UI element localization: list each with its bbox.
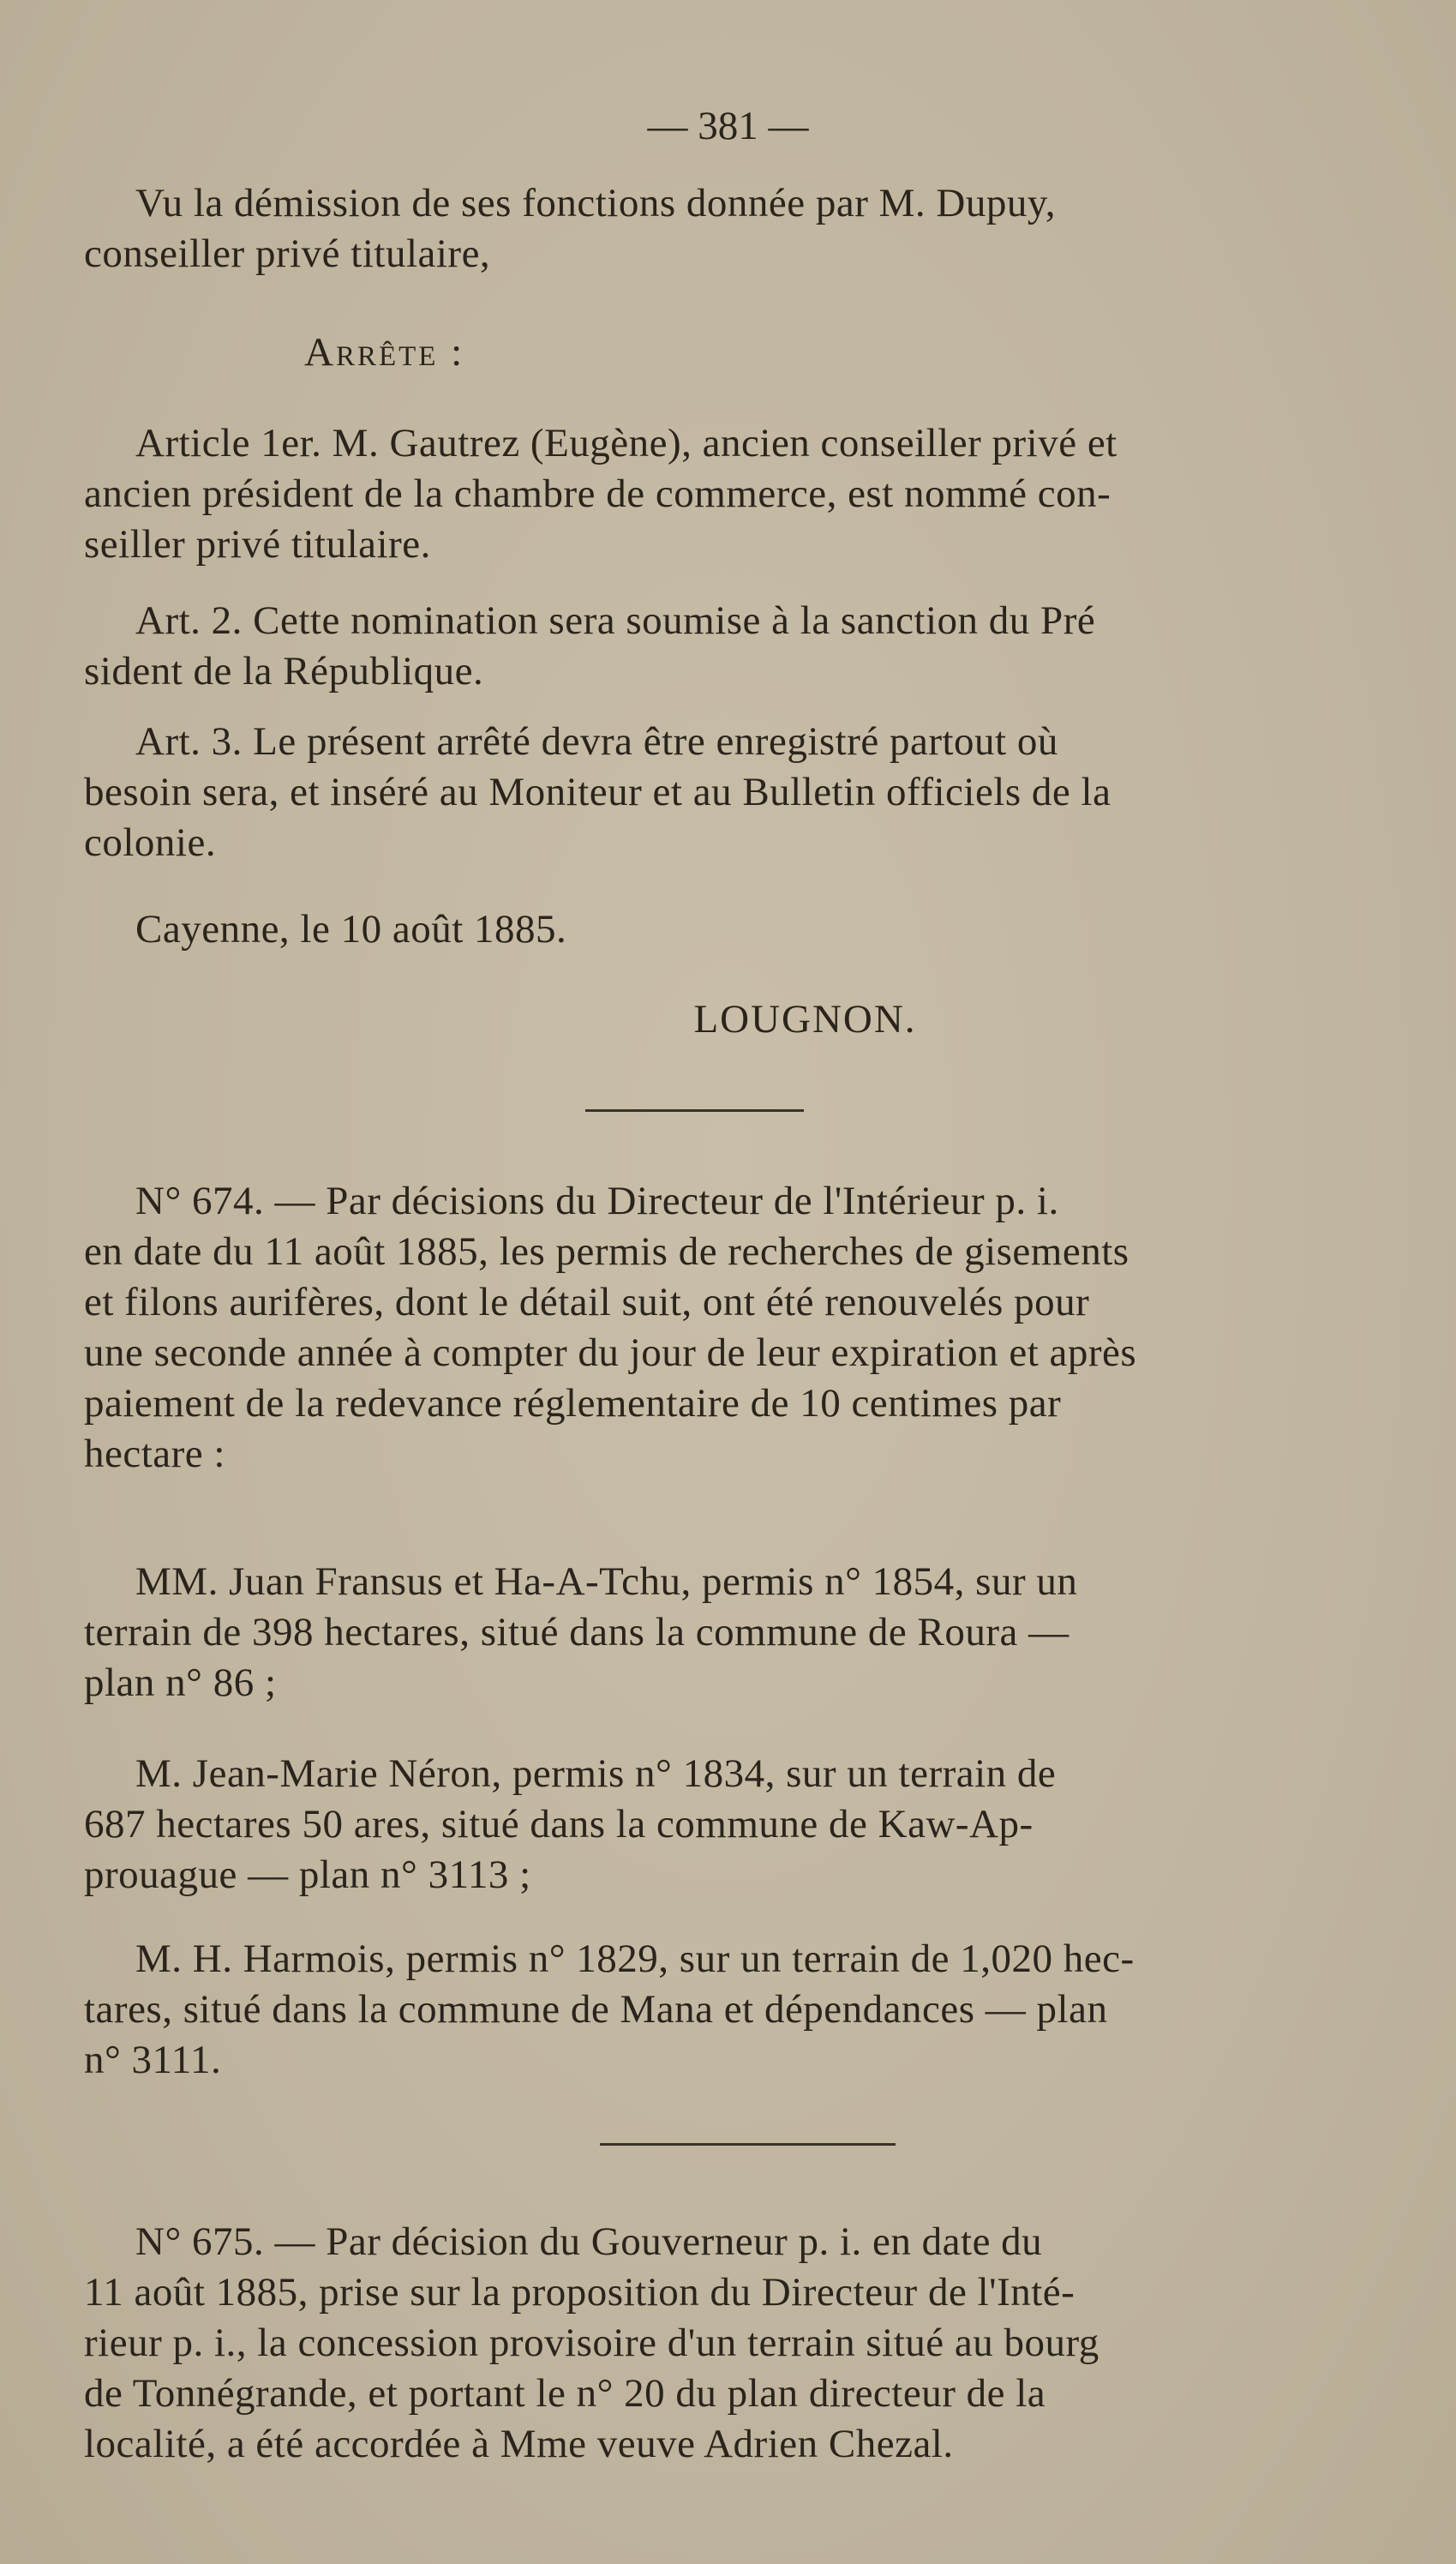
text-line: conseiller privé titulaire, <box>84 231 491 276</box>
text-line: 11 août 1885, prise sur la proposition du Directeur de l'Inté- <box>84 2270 1076 2315</box>
text-line: n° 3111. <box>84 2038 222 2082</box>
text-line: prouague — plan n° 3113 ; <box>84 1852 531 1897</box>
decision-674-paragraph <box>84 1176 1391 1480</box>
text-line: terrain de 398 hectares, situé dans la commune de Roura — <box>84 1610 1070 1654</box>
text-line: hectare : <box>84 1432 225 1476</box>
decision-675-paragraph <box>84 2217 1391 2470</box>
text-line: Article 1er. M. Gautrez (Eugène), ancien conseiller privé et <box>135 421 1117 465</box>
text-line: en date du 11 août 1885, les permis de recherches de gisements <box>84 1229 1129 1274</box>
preamble-paragraph <box>84 178 1391 279</box>
page-number: — 381 — <box>647 104 809 148</box>
text-line: N° 674. — Par décisions du Directeur de l'Intérieur p. i. <box>135 1179 1059 1223</box>
text-line: de Tonnégrande, et portant le n° 20 du plan directeur de la <box>84 2371 1046 2416</box>
text-line: 687 hectares 50 ares, situé dans la commune de Kaw-Ap- <box>84 1802 1034 1846</box>
text-line: colonie. <box>84 820 217 865</box>
section-divider <box>600 2143 896 2146</box>
section-divider <box>585 1109 804 1112</box>
text-line: Art. 2. Cette nomination sera soumise à la sanction du Pré <box>135 598 1096 643</box>
text-line: paiement de la redevance réglementaire de 10 centimes par <box>84 1381 1062 1426</box>
dateline <box>84 904 1391 955</box>
article-3-paragraph <box>84 717 1391 868</box>
text-line: Vu la démission de ses fonctions donnée par M. Dupuy, <box>135 181 1057 225</box>
article-2-paragraph <box>84 596 1391 697</box>
text-line: localité, a été accordée à Mme veuve Adrien Chezal. <box>84 2422 954 2466</box>
text-line: M. H. Harmois, permis n° 1829, sur un terrain de 1,020 hec- <box>135 1937 1135 1981</box>
permit-3-paragraph <box>84 1934 1391 2086</box>
permit-1-paragraph <box>84 1557 1391 1708</box>
text-line: besoin sera, et inséré au Moniteur et au Bulletin officiels de la <box>84 770 1111 814</box>
arrete-heading: Arrête : <box>304 330 465 375</box>
text-line: rieur p. i., la concession provisoire d'un terrain situé au bourg <box>84 2321 1099 2365</box>
text-line: MM. Juan Fransus et Ha-A-Tchu, permis n° 1854, sur un <box>135 1559 1078 1604</box>
text-line: et filons aurifères, dont le détail suit, ont été renouvelés pour <box>84 1280 1090 1324</box>
article-1-paragraph <box>84 418 1391 570</box>
text-line: N° 675. — Par décision du Gouverneur p. i. en date du <box>135 2219 1043 2264</box>
text-line: sident de la République. <box>84 649 484 694</box>
text-line: seiller privé titulaire. <box>84 522 431 567</box>
signature: LOUGNON. <box>693 997 917 1042</box>
text-line: une seconde année à compter du jour de leur expiration et après <box>84 1330 1137 1375</box>
text-line: tares, situé dans la commune de Mana et dépendances — plan <box>84 1987 1108 2032</box>
text-line: plan n° 86 ; <box>84 1660 277 1705</box>
text-line: ancien président de la chambre de commerce, est nommé con- <box>84 471 1111 516</box>
text-line: Cayenne, le 10 août 1885. <box>135 907 567 952</box>
text-line: M. Jean-Marie Néron, permis n° 1834, sur un terrain de <box>135 1751 1057 1796</box>
permit-2-paragraph <box>84 1749 1391 1900</box>
text-line: Art. 3. Le présent arrêté devra être enregistré partout où <box>135 719 1058 764</box>
